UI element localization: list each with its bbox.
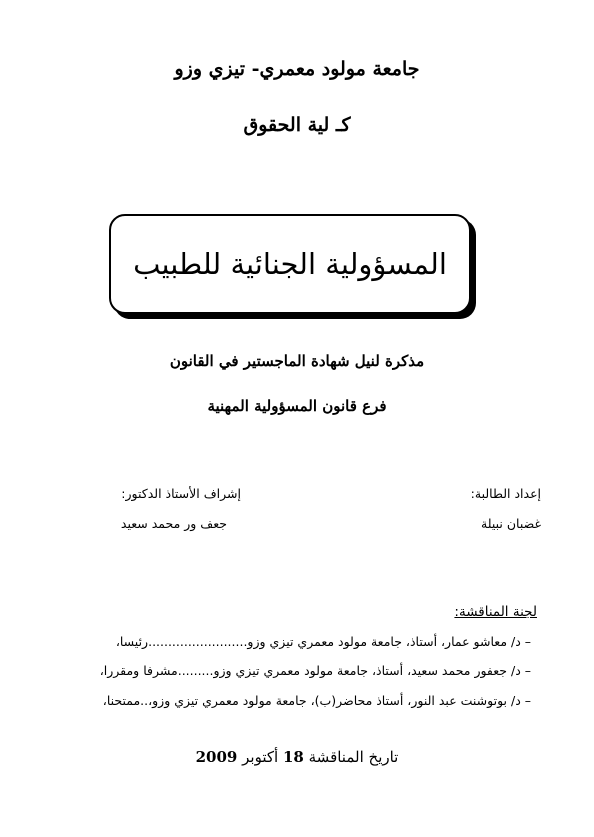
memo-degree-line: مذكرة لنيل شهادة الماجستير في القانون: [169, 352, 425, 370]
committee-member-examiner: – د/ بوتوشنت عبد النور، أستاذ محاضر(ب)، جامعة مولود معمري تيزي وزو،..ممتحنا،: [102, 693, 531, 708]
defense-date-day: 18: [282, 748, 304, 766]
title-box: [109, 214, 471, 314]
student-name: غضبان نبيلة: [481, 516, 541, 531]
committee-label: لجنة المناقشة:: [454, 604, 537, 620]
supervisor-label: إشراف الأستاذ الدكتور:: [121, 486, 241, 501]
defense-date-year: 2009: [195, 748, 238, 766]
committee-member-supervisor: – د/ جعفور محمد سعيد، أستاذ، جامعة مولود معمري تيزي وزو.........مشرفا ومقررا،: [99, 663, 531, 678]
committee-member-president: – د/ معاشو عمار، أستاذ، جامعة مولود معمري تيزي وزو.........................رئيسا،: [115, 634, 531, 649]
faculty-name: كـ لية الحقوق: [243, 114, 351, 136]
university-name: جامعة مولود معمري- تيزي وزو: [174, 58, 420, 80]
thesis-title: المسؤولية الجنائية للطبيب: [133, 247, 447, 281]
prepared-by-label: إعداد الطالبة:: [470, 486, 541, 501]
supervisor-name: جعف ور محمد سعيد: [120, 516, 227, 531]
defense-date: [0, 748, 594, 766]
memo-branch-line: فرع قانون المسؤولية المهنية: [207, 397, 387, 415]
defense-date-month: أكتوبر: [242, 748, 279, 766]
defense-date-label: تاريخ المناقشة: [308, 748, 399, 766]
